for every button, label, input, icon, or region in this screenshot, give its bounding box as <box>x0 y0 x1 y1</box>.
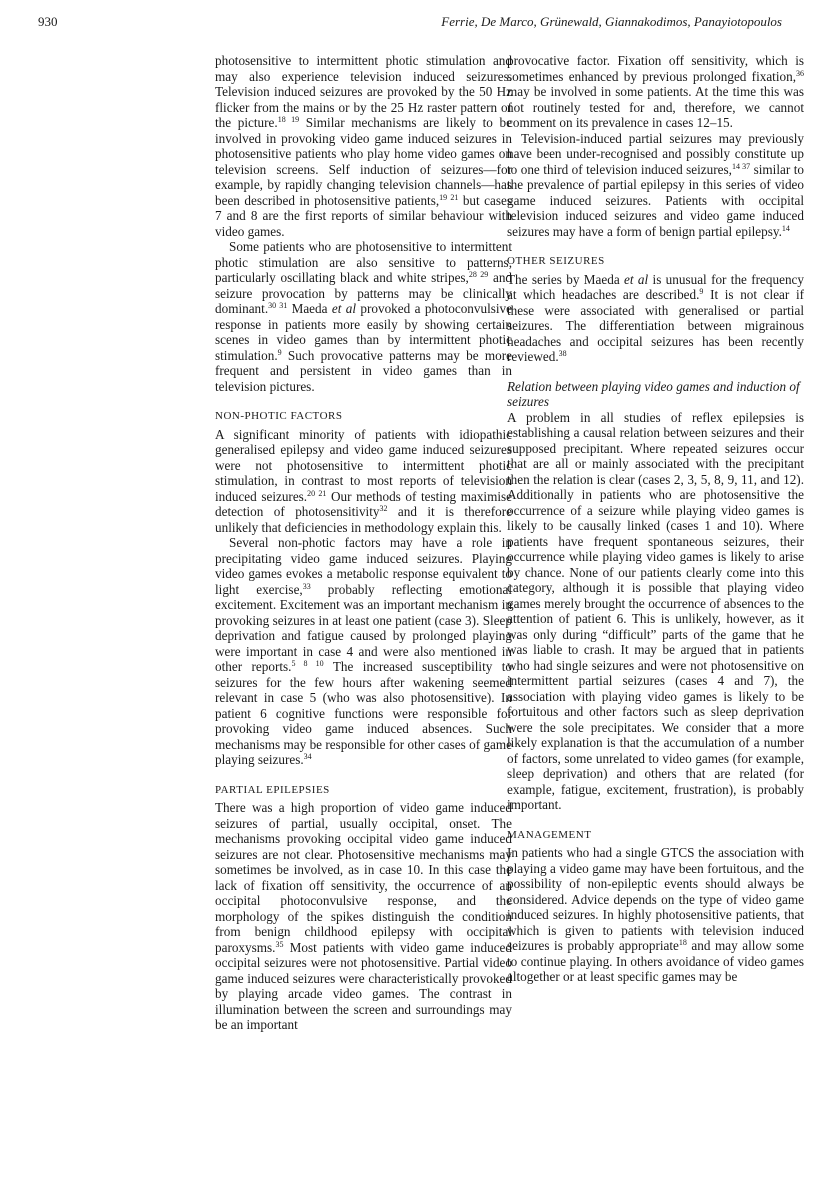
body-paragraph: There was a high proportion of video game induced seizures of partial, usually occipital, onset. The mechanisms provoking occipital video game induced seizures are not clear. Photosensitive mechanisms may sometimes be involved, as in case 10. In this case the lack of fixation off sensitivity, the occurrence of an occipital photoconvulsive response, and the morphology of the spikes distinguish the condition from benign childhood epilepsy with occipital paroxysms.$^{35}$ Most patients with video game induced occipital seizures were not photosensitive. Partial video game induced seizures were characteristically provoked by playing arcade video games. The contrast in illumination between the screen and surroundings may be an important <box>215 800 512 1032</box>
subsection-heading: Relation between playing video games and induction of seizures <box>507 378 800 409</box>
body-paragraph: In patients who had a single GTCS the association with playing a video game may have been fortuitous, and the possibility of non-epileptic events should always be considered. Advice depends on the type of video game induced seizures. In highly photosensitive patients, that which is given to patients with television induced seizures is probably appropriate$^{18}$ and may allow some to continue playing. In others avoidance of video games altogether or at least specific games may be <box>507 845 804 984</box>
body-paragraph: Some patients who are photosensitive to intermittent photic stimulation are also sensitive to patterns, particularly oscillating black and white stripes,$^{28 29}$ and seizure provocation by patterns may be clinically dominant.$^{30 31}$ Maeda et al provoked a photoconvulsive response in patients more easily by showing certain scenes in video games than by intermittent photic stimulation.$^9$ Such provocative patterns may be more frequent and persistent in video games than in television pictures. <box>215 239 513 394</box>
body-paragraph: A significant minority of patients with idiopathic generalised epilepsy and video game induced seizures were not photosensitive to intermittent photic stimulation, in contrast to most reports of television induced seizures.$^{20 21}$ Our methods of testing maximise detection of photosensitivity$^{32}$ and it is therefore unlikely that deficiencies in methodology explain this. <box>215 426 512 535</box>
body-paragraph: Television-induced partial seizures may previously have been under-recognised and possibly constitute up to one third of television induced seizures,$^{14 37}$ similar to the prevalence of partial epilepsy in this series of video game induced seizures. Patients with occipital television induced seizures and video game induced seizures may have a form of benign partial epilepsy.$^{14}$ <box>507 130 805 239</box>
body-paragraph: The series by Maeda et al is unusual for the frequency at which headaches are described.$^9$ It is not clear if these were associated with generalised or partial seizures. The differentiation between migrainous headaches and occipital seizures has been recently reviewed.$^{38}$ <box>507 271 804 364</box>
left-column <box>215 53 512 1033</box>
right-column <box>507 53 804 985</box>
running-head: Ferrie, De Marco, Grünewald, Giannakodimos, Panayiotopoulos <box>441 14 782 29</box>
section-heading: NON-PHOTIC FACTORS <box>215 410 343 422</box>
body-paragraph: photosensitive to intermittent photic stimulation and may also experience television induced seizures. Television induced seizures are provoked by the 50 Hz flicker from the mains or by the 25 Hz raster pattern of the picture.$^{18 19}$ Similar mechanisms are likely to be involved in provoking video game induced seizures in photosensitive patients who play home video games on television screens. Self induction of seizures—for example, by rapidly changing television channels—has been described in photosensitive patients,$^{19 21}$ but cases 7 and 8 are the first reports of similar behaviour with video games. <box>215 53 513 239</box>
section-heading: MANAGEMENT <box>507 828 592 841</box>
body-paragraph: provocative factor. Fixation off sensitivity, which is sometimes enhanced by previous prolonged fixation,$^{36}$ may be involved in some patients. At the time this was not routinely tested for and, therefore, we cannot comment on its prevalence in cases 12–15. <box>507 53 804 130</box>
page-number: 930 <box>38 14 58 29</box>
section-heading: OTHER SEIZURES <box>507 255 605 267</box>
body-paragraph: A problem in all studies of reflex epilepsies is establishing a causal relation between seizures and their supposed precipitant. Where repeated seizures occur that are all or mainly associated with the precipitant then the relation is clear (cases 2, 3, 5, 8, 9, 11, and 12). Additionally in patients who are photosensitive the occurrence of a seizure while playing video games is likely to be causally linked (cases 1 and 10). Where patients have frequent spontaneous seizures, their occurrence while playing video games is likely to arise by chance. None of our patients clearly come into this category, although it is possible that playing video games merely brought the occurrence of absences to the attention of patient 6. This is unlikely, however, as it was only during “difficult” parts of the game that he was liable to crash. It may be argued that in patients who had single seizures and were not photosensitive on intermittent partial seizures (cases 4 and 7), the association with playing video games is likely to be fortuitous and other factors such as sleep deprivation were the sole precipitates. We consider that a more likely explanation is that the accumulation of a number of factors, some unrelated to video games (for example, sleep deprivation) and others that are related (for example, fatigue, excitement, frustration), is probably important. <box>507 409 804 812</box>
section-heading: PARTIAL EPILEPSIES <box>215 783 330 796</box>
body-paragraph: Several non-photic factors may have a role in precipitating video game induced seizures. Playing video games evokes a metabolic response equivalent to light exercise,$^{33}$ probably reflecting emotional excitement. Excitement was an important mechanism in provoking seizures in at least one patient (case 3). Sleep deprivation and fatigue caused by prolonged playing were important in case 4 and were also mentioned in other reports.$^{5 8 10}$ The increased susceptibility to seizures for the few hours after wakening seemed relevant in case 5 (who was also photosensitive). In patient 6 cognitive functions were responsible for provoking video game induced absences. Such mechanisms may be responsible for other cases of game playing seizures.$^{34}$ <box>215 535 513 767</box>
